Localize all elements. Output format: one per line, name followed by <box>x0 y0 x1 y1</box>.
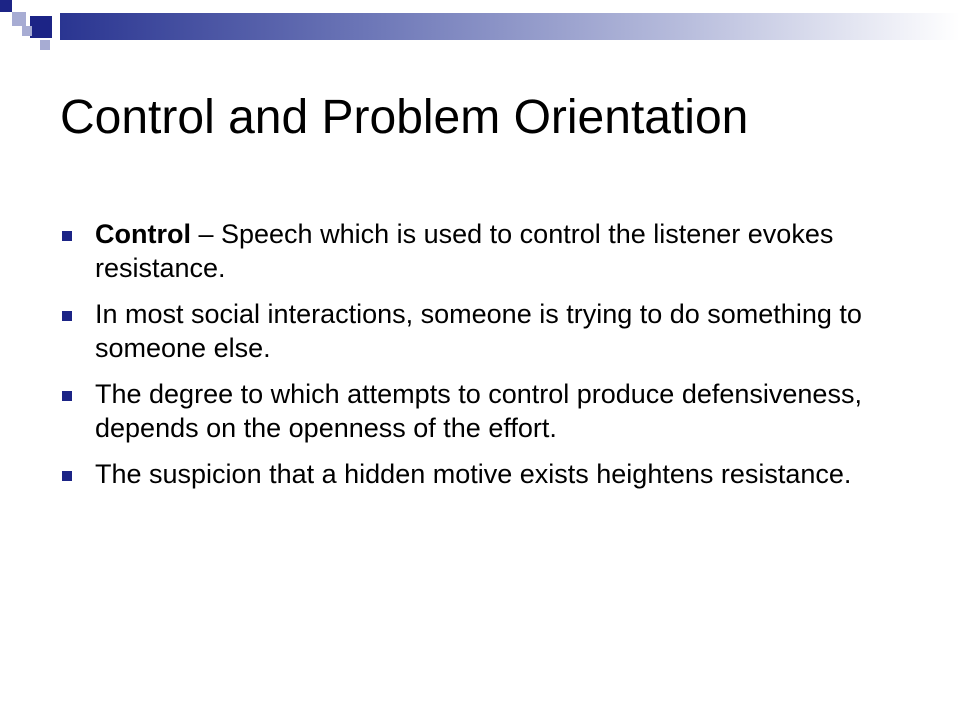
bullet-text: The degree to which attempts to control produce defensiveness, depends on the openness of the effort. <box>95 379 862 443</box>
slide-title: Control and Problem Orientation <box>60 91 749 144</box>
decor-square <box>22 26 32 36</box>
bullet-item <box>60 217 920 285</box>
square-bullet-icon <box>62 471 72 481</box>
bullet-item <box>60 377 920 445</box>
bullet-lead: Control <box>95 219 191 249</box>
bullet-item <box>60 297 920 365</box>
decor-square <box>0 0 12 12</box>
header-decoration <box>0 0 960 60</box>
square-bullet-icon <box>62 231 72 241</box>
square-bullet-icon <box>62 311 72 321</box>
decor-square <box>40 40 50 50</box>
decor-square <box>30 16 52 38</box>
bullet-text: In most social interactions, someone is trying to do something to someone else. <box>95 299 862 363</box>
decor-square <box>12 12 26 26</box>
bullet-text: The suspicion that a hidden motive exists heightens resistance. <box>95 459 852 489</box>
header-gradient-bar <box>60 13 960 40</box>
bullet-list <box>60 217 920 503</box>
bullet-text: – Speech which is used to control the listener evokes resistance. <box>95 219 834 283</box>
bullet-item <box>60 457 920 491</box>
square-bullet-icon <box>62 391 72 401</box>
